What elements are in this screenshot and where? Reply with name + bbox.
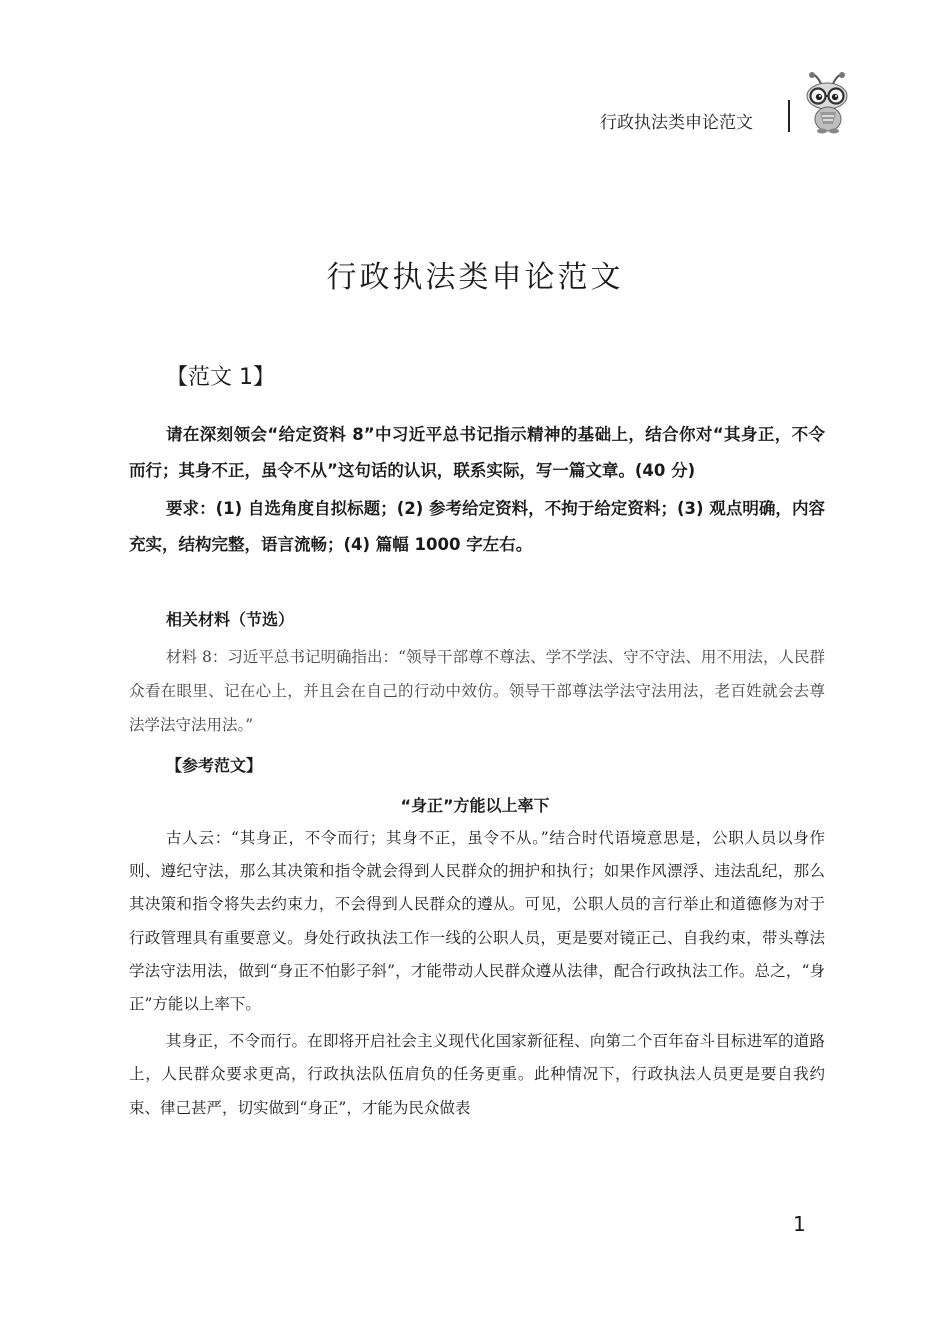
section-label: 【范文 1】 [166, 365, 275, 390]
essay-paragraph: 古人云：“其身正，不令而行；其身不正，虽令不从。”结合时代语境意思是，公职人员以身作则、遵纪守法，那么其决策和指令就会得到人民群众的拥护和执行；如果作风漂浮、违法乱纪，那么其决策和指令将失去约束力，不会得到人民群众的遵从。可见，公职人员的言行举止和道德修为对于行政管理具有重要意义。身处行政执法工作一线的公职人员，更是要对镜正己、自我约束，带头尊法学法守法用法，做到“身正不怕影子斜”，才能带动人民群众遵从法律，配合行政执法工作。总之，“身正”方能以上率下。 [129, 829, 825, 1014]
essay-paragraph: 其身正，不令而行。在即将开启社会主义现代化国家新征程、向第二个百年奋斗目标进军的道路上，人民群众要求更高，行政执法队伍肩负的任务更重。此种情况下，行政执法人员更是要自我约束、律己甚严，切实做到“身正”，才能为民众做表 [129, 1032, 825, 1117]
materials-heading: 相关材料（节选） [166, 610, 295, 629]
essay-title: “身正”方能以上率下 [400, 796, 550, 815]
running-header-title: 行政执法类申论范文 [600, 113, 753, 133]
page-title: 行政执法类申论范文 [326, 260, 624, 295]
question-prompt: 请在深刻领会“给定资料 8”中习近平总书记指示精神的基础上，结合你对“其身正，不令而行；其身不正，虽令不从”这句话的认识，联系实际，写一篇文章。(40 分) [129, 425, 825, 480]
question-requirements: 要求：(1) 自选角度自拟标题；(2) 参考给定资料，不拘于给定资料；(3) 观点明确，内容充实，结构完整，语言流畅；(4) 篇幅 1000 字左右。 [129, 499, 825, 554]
reference-heading: 【参考范文】 [166, 756, 263, 775]
materials-text: 材料 8：习近平总书记明确指出：“领导干部尊不尊法、学不学法、守不守法、用不用法，人民群众看在眼里、记在心上，并且会在自己的行动中效仿。领导干部尊法学法守法用法，老百姓就会去尊法学法守法用法。” [129, 648, 825, 734]
header-divider [788, 100, 790, 132]
page-number: 1 [793, 1212, 806, 1236]
owl-mascot-icon [800, 72, 856, 134]
